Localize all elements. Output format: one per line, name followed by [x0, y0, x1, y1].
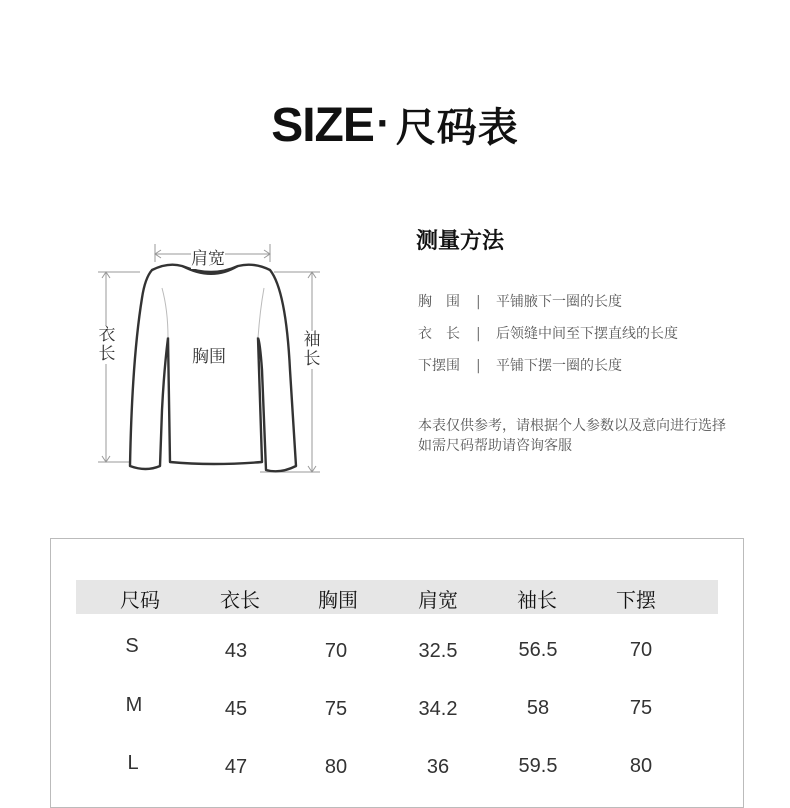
cell-size: M: [125, 694, 143, 716]
garment-diagram: [90, 230, 330, 480]
method-term: 衣 长: [418, 326, 460, 342]
cell-length: 47: [224, 756, 248, 778]
cell-shoulder: 34.2: [418, 698, 458, 720]
method-row-hem: [418, 355, 622, 375]
sleeve-label: 袖长: [303, 330, 321, 369]
cell-size: L: [127, 752, 139, 774]
method-term: 胸 围: [418, 294, 460, 310]
cell-chest: 80: [324, 756, 348, 778]
title-dot: ·: [375, 104, 390, 144]
cell-size: S: [125, 635, 139, 657]
cell-chest: 70: [324, 640, 348, 662]
cell-shoulder: 32.5: [418, 640, 458, 662]
chest-label: 胸围: [192, 342, 226, 367]
header-size: 尺码: [120, 588, 160, 612]
cell-chest: 75: [324, 698, 348, 720]
header-length: 衣长: [220, 588, 260, 612]
method-term: 下摆围: [418, 358, 460, 374]
cell-hem: 75: [629, 697, 653, 719]
header-hem: 下摆: [616, 588, 656, 612]
cell-hem: 80: [629, 755, 653, 777]
cell-sleeve: 59.5: [518, 755, 558, 777]
header-sleeve: 袖长: [517, 588, 557, 612]
method-separator: |: [476, 294, 481, 310]
cell-hem: 70: [629, 639, 653, 661]
method-desc: 后领缝中间至下摆直线的长度: [496, 326, 678, 342]
method-note: [418, 416, 726, 456]
cell-shoulder: 36: [426, 756, 450, 778]
method-desc: 平铺腋下一圈的长度: [496, 294, 622, 310]
method-title: 测量方法: [416, 229, 505, 254]
title-en: SIZE: [271, 99, 374, 152]
header-chest: 胸围: [318, 588, 358, 612]
shoulder-label: 肩宽: [191, 244, 225, 269]
note-line-1: 本表仅供参考，请根据个人参数以及意向进行选择: [418, 418, 726, 434]
method-row-length: [418, 323, 678, 343]
cell-sleeve: 58: [526, 697, 550, 719]
title-zh: 尺码表: [395, 105, 519, 151]
header-shoulder: 肩宽: [418, 588, 458, 612]
method-separator: |: [476, 326, 481, 342]
method-separator: |: [476, 358, 481, 374]
cell-length: 45: [224, 698, 248, 720]
method-row-chest: [418, 291, 622, 311]
length-label: 衣长: [98, 325, 116, 364]
cell-length: 43: [224, 640, 248, 662]
method-desc: 平铺下摆一圈的长度: [496, 358, 622, 374]
page-title: [0, 96, 790, 153]
cell-sleeve: 56.5: [518, 639, 558, 661]
note-line-2: 如需尺码帮助请咨询客服: [418, 438, 572, 454]
